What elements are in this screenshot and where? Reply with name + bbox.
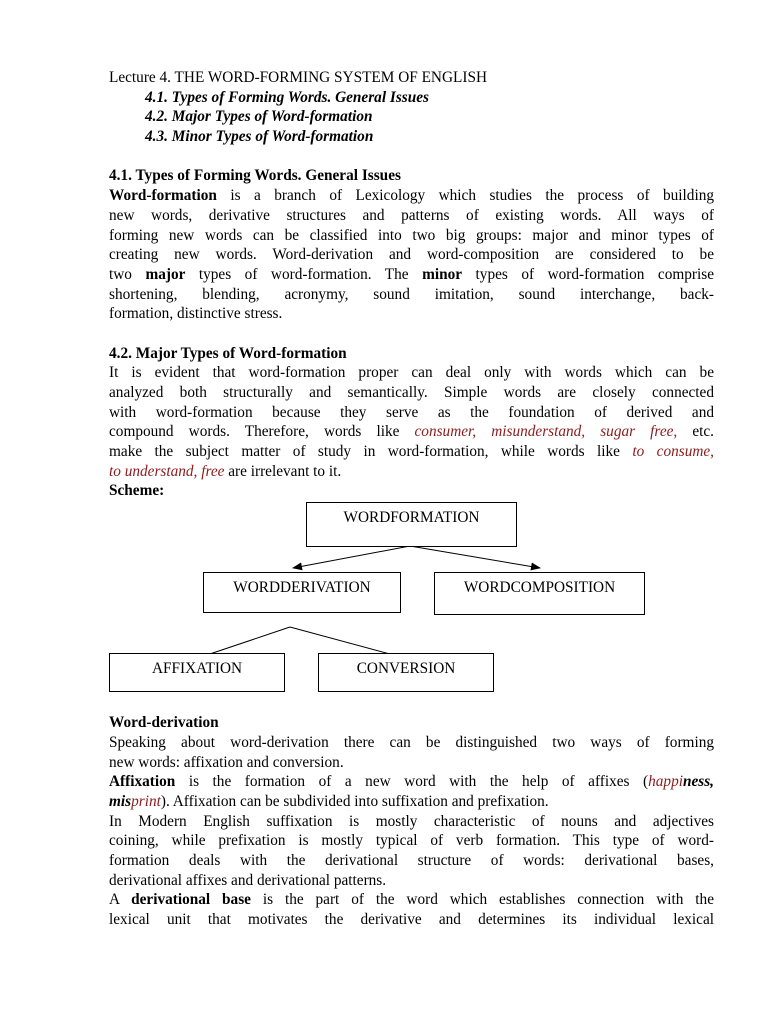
paragraph-line: A derivational base is the part of the word which establishes connection with the <box>109 891 714 909</box>
paragraph-line: derivational affixes and derivational patterns. <box>109 871 387 889</box>
scheme-node-affixation: AFFIXATION <box>109 653 285 692</box>
lecture-title: Lecture 4. THE WORD-FORMING SYSTEM OF ENGLISH <box>109 69 488 86</box>
paragraph-line: new words: affixation and conversion. <box>109 753 344 771</box>
toc-item-2: 4.2. Major Types of Word-formation <box>145 108 373 126</box>
paragraph-line: forming new words can be classified into two big groups: major and minor types of <box>109 226 714 244</box>
toc-item-1: 4.1. Types of Forming Words. General Issues <box>145 88 430 106</box>
paragraph-line: formation, distinctive stress. <box>109 305 283 323</box>
term: derivational base <box>131 891 251 909</box>
document-page <box>109 68 714 930</box>
paragraph-line: analyzed both structurally and semantically. Simple words are closely connected <box>109 384 714 401</box>
term: Word-formation <box>109 187 217 205</box>
paragraph-line: creating new words. Word-derivation and word-composition are considered to be <box>109 246 714 264</box>
paragraph-line: Affixation is the formation of a new word with the help of affixes (happiness, <box>109 773 714 791</box>
example-words: consumer, misunderstand, sugar free, <box>414 423 678 441</box>
scheme-node-conversion: CONVERSION <box>318 653 494 692</box>
paragraph-line: new words, derivative structures and patterns of existing words. All ways of <box>109 206 714 224</box>
paragraph-line: to understand, free are irrelevant to it. <box>109 462 342 480</box>
paragraph-line: It is evident that word-formation proper can deal only with words which can be <box>109 364 714 382</box>
paragraph-line: misprint). Affixation can be subdivided into suffixation and prefixation. <box>109 792 549 810</box>
scheme-node-wordformation: WORDFORMATION <box>306 502 517 547</box>
paragraph-line: Word-formation is a branch of Lexicology which studies the process of building <box>109 187 714 205</box>
scheme-node-wordcomposition: WORDCOMPOSITION <box>434 572 645 615</box>
scheme-node-wordderivation: WORDDERIVATION <box>203 572 401 613</box>
section-word-derivation-title: Word-derivation <box>109 714 219 732</box>
paragraph-line: coining, while prefixation is mostly typical of verb formation. This type of word- <box>109 832 714 850</box>
paragraph-line: lexical unit that motivates the derivative and determines its individual lexical <box>109 911 714 928</box>
paragraph-line: Speaking about word-derivation there can be distinguished two ways of forming <box>109 733 714 751</box>
paragraph-line: compound words. Therefore, words like consumer, misunderstand, sugar free, etc. <box>109 423 714 441</box>
scheme-label: Scheme: <box>109 482 165 500</box>
paragraph-line: make the subject matter of study in word-formation, while words like to consume, <box>109 443 714 461</box>
toc-item-3: 4.3. Minor Types of Word-formation <box>145 128 374 146</box>
paragraph-line: formation deals with the derivational structure of words: derivational bases, <box>109 851 714 869</box>
example-words: to understand, free <box>109 462 225 480</box>
arrow-to-derivation <box>293 546 410 568</box>
section-4-2-title: 4.2. Major Types of Word-formation <box>109 344 347 362</box>
word-formation-scheme <box>0 501 768 713</box>
arrow-to-composition <box>410 546 540 568</box>
paragraph-line: two major types of word-formation. The minor types of word-formation comprise <box>109 265 714 283</box>
example-words: to consume, <box>632 443 714 461</box>
term: Affixation <box>109 773 176 791</box>
paragraph-line: In Modern English suffixation is mostly characteristic of nouns and adjectives <box>109 812 714 830</box>
paragraph-line: shortening, blending, acronymy, sound imitation, sound interchange, back- <box>109 285 714 303</box>
paragraph-line: with word-formation because they serve as the foundation of derived and <box>109 403 714 421</box>
section-4-1-title: 4.1. Types of Forming Words. General Issues <box>109 167 401 185</box>
